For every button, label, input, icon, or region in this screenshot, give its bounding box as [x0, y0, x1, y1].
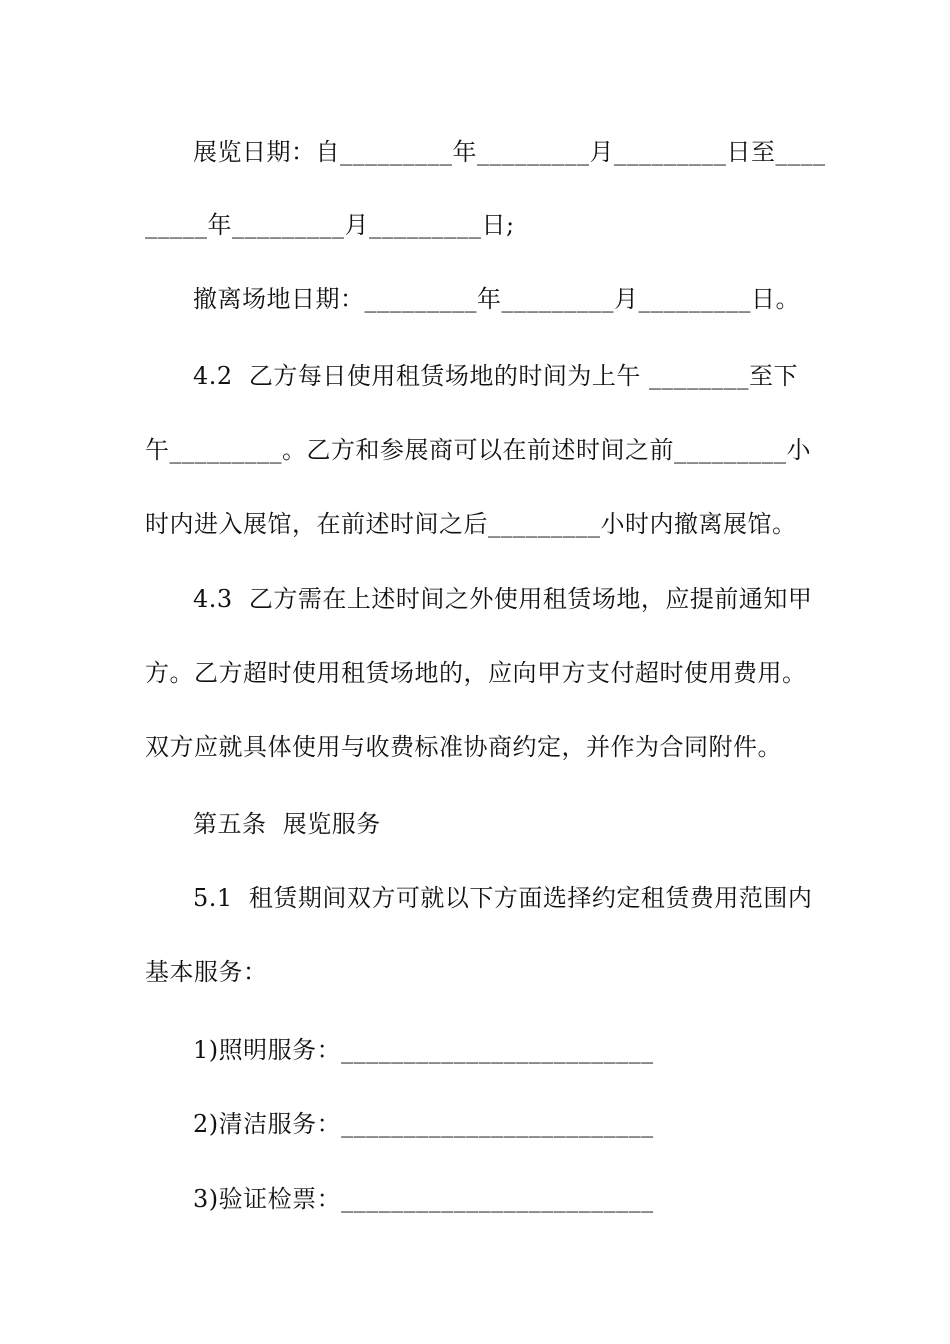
lighting-service-item: 1)照明服务：_________________________: [193, 1036, 654, 1064]
clause-4-2-line-3: 时内进入展馆，在前述时间之后_________小时内撤离展馆。: [145, 510, 797, 538]
exhibition-date-line: 展览日期：自_________年_________月_________日至____: [193, 138, 826, 166]
clause-4-3-line-2: 方。乙方超时使用租赁场地的，应向甲方支付超时使用费用。: [145, 659, 807, 687]
clause-4-3-line-3: 双方应就具体使用与收费标准协商约定，并作为合同附件。: [145, 733, 782, 761]
withdrawal-date-line: 撤离场地日期：_________年_________月_________日。: [193, 285, 800, 313]
exhibition-date-line-continued: _____年_________月_________日;: [145, 211, 515, 239]
cleaning-service-item: 2)清洁服务：_________________________: [193, 1110, 654, 1138]
article-5-heading: 第五条 展览服务: [193, 810, 381, 838]
clause-4-2-line-2: 午_________。乙方和参展商可以在前述时间之前_________小: [145, 436, 811, 464]
clause-4-2-line-1: 4.2 乙方每日使用租赁场地的时间为上午 ________至下: [193, 362, 799, 390]
clause-5-1-line-1: 5.1 租赁期间双方可就以下方面选择约定租赁费用范围内: [193, 884, 813, 912]
ticket-check-item: 3)验证检票：_________________________: [193, 1185, 654, 1213]
clause-5-1-line-2: 基本服务：: [145, 958, 268, 986]
clause-4-3-line-1: 4.3 乙方需在上述时间之外使用租赁场地，应提前通知甲: [193, 585, 813, 613]
